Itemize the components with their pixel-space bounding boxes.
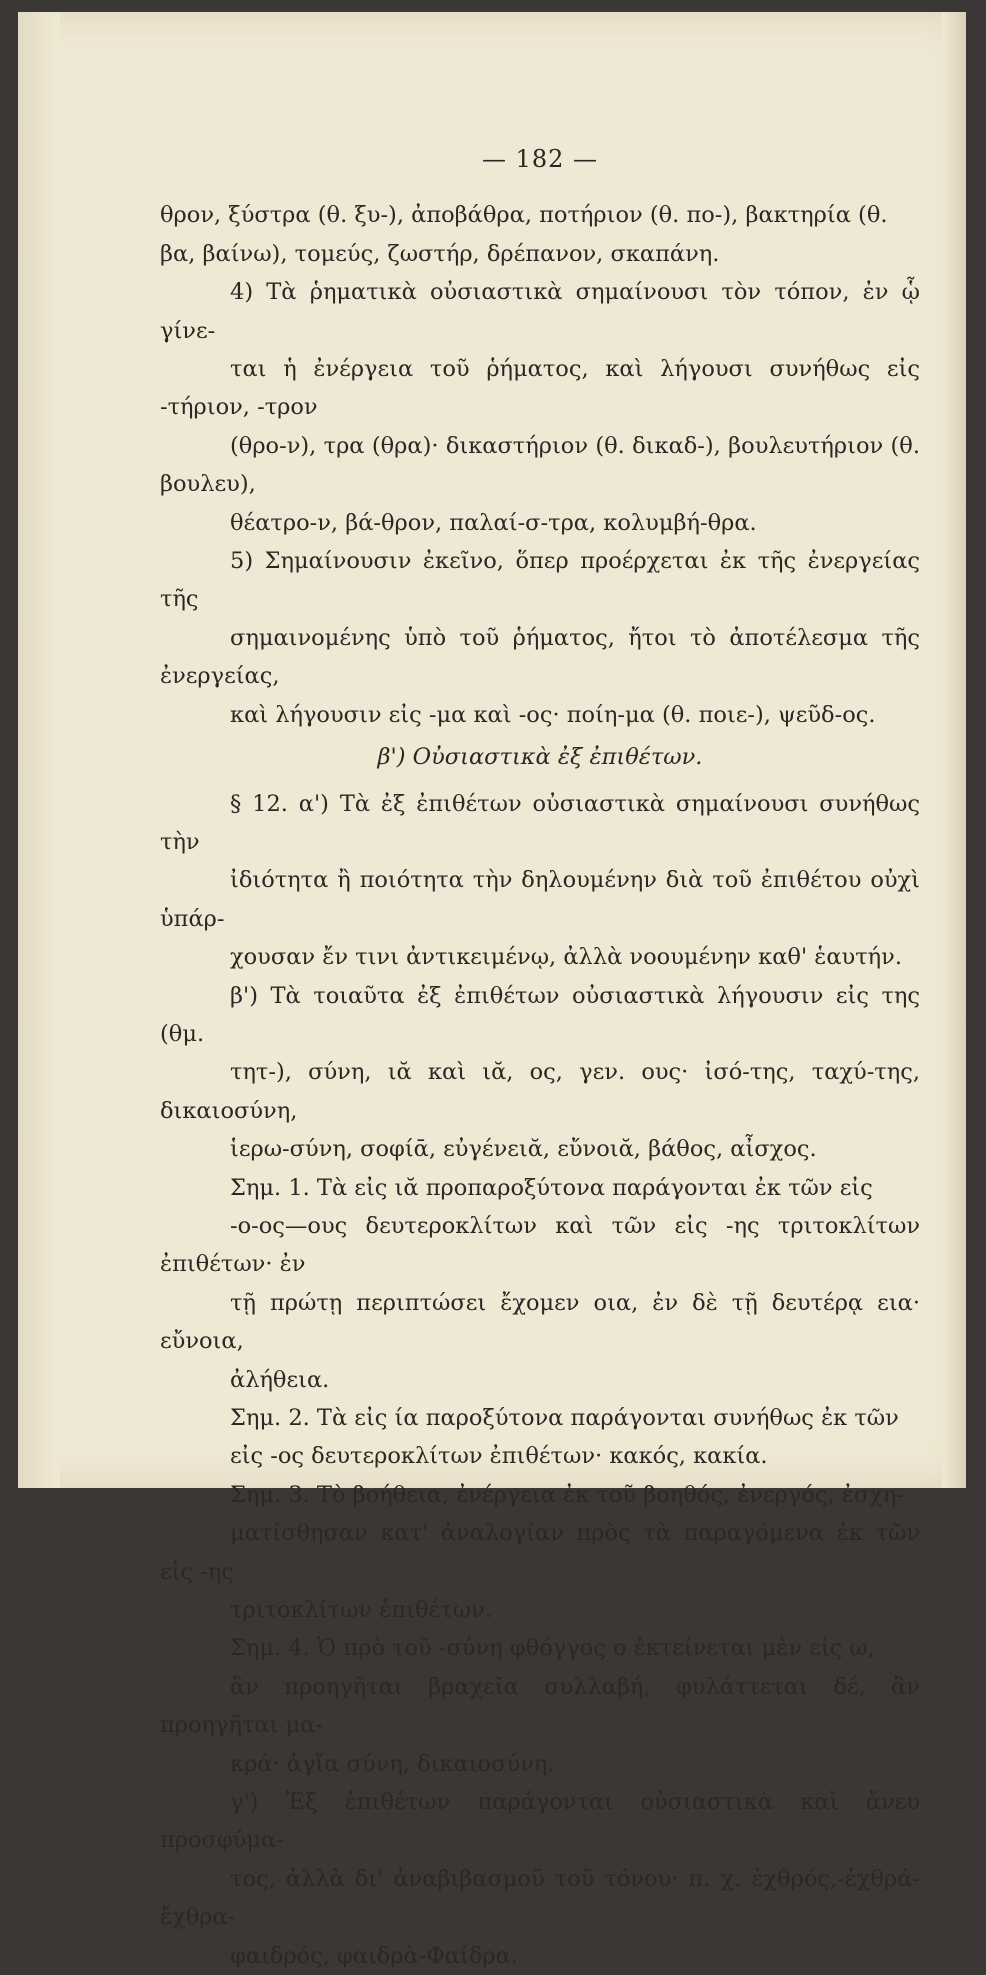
note-2 — [160, 1399, 920, 1476]
note-3 — [160, 1476, 920, 1630]
text-line: Σημ. 1. Τὰ εἰς ιᾰ προπαροξύτονα παράγονται ἐκ τῶν εἰς — [230, 1174, 873, 1201]
text-line: εἰς -ος δευτεροκλίτων ἐπιθέτων· κακός, κακία. — [230, 1443, 768, 1470]
text-line: θρον, ξύστρα (θ. ξυ-), ἀποβάθρα, ποτήριον (θ. πο-), βακτηρία (θ. — [160, 202, 888, 229]
page-spine-shadow — [18, 12, 60, 1488]
text-line: 4) Τὰ ῥηματικὰ οὐσιαστικὰ σημαίνουσι τὸν τόπον, ἐν ᾧ γίνε- — [160, 279, 920, 344]
paragraph-continuation — [160, 196, 920, 273]
note-1 — [160, 1169, 920, 1399]
section-12-paragraph — [160, 785, 920, 977]
page-content — [160, 130, 920, 1975]
text-line: ἰδιότητα ἢ ποιότητα τὴν δηλουμένην διὰ τοῦ ἐπιθέτου οὐχὶ ὑπάρ- — [160, 867, 920, 932]
text-line: τος, ἀλλὰ δι' ἀναβιβασμοῦ τοῦ τόνου· π. χ. ἐχθρός,-ἐχθρά-ἔχθρα- — [160, 1865, 920, 1931]
book-page — [18, 12, 966, 1969]
page-edge-shadow — [942, 12, 966, 1488]
text-line: β') Τὰ τοιαῦτα ἐξ ἐπιθέτων οὐσιαστικὰ λήγουσιν εἰς της (θμ. — [160, 982, 920, 1047]
text-line: βα, βαίνω), τομεύς, ζωστήρ, δρέπανον, σκαπάνη. — [160, 240, 720, 267]
text-line: ἀλήθεια. — [230, 1366, 330, 1393]
paragraph-5 — [160, 542, 920, 734]
paragraph-c — [160, 1783, 920, 1975]
text-line: Σημ. 2. Τὰ εἰς ία παροξύτονα παράγονται συνήθως ἐκ τῶν — [230, 1405, 899, 1431]
text-line: φαιδρός, φαιδρὰ-Φαίδρα. — [230, 1942, 518, 1969]
text-line: Σημ. 3. Τὸ βοήθεια, ἐνέργεια ἐκ τοῦ βοηθός, ἐνεργός, ἐσχη- — [230, 1481, 904, 1508]
paragraph-4 — [160, 273, 920, 542]
text-line: τριτοκλίτων ἐπιθέτων. — [230, 1597, 492, 1624]
text-line: τητ-), σύνη, ιᾰ καὶ ιᾰ, ος, γεν. ους· ἰσό-της, ταχύ-της, δικαιοσύνη, — [160, 1059, 920, 1124]
page-number: — 182 — — [481, 145, 599, 173]
text-line: Σημ. 4. Ὁ πρὸ τοῦ -σύνη φθόγγος ο ἐκτείνεται μὲν εἰς ω, — [230, 1635, 875, 1662]
paragraph-b — [160, 977, 920, 1169]
text-line: σημαινομένης ὑπὸ τοῦ ῥήματος, ἤτοι τὸ ἀποτέλεσμα τῆς ἐνεργείας, — [160, 624, 920, 690]
text-line: (θρο-ν), τρα (θρα)· δικαστήριον (θ. δικαδ-), βουλευτήριον (θ. βουλευ), — [160, 432, 920, 498]
text-line: ματίσθησαν κατ' ἀναλογίαν πρὸς τὰ παραγόμενα ἐκ τῶν εἰς -ης — [160, 1520, 920, 1585]
text-line: ἂν προηγῆται βραχεῖα συλλαβή, φυλάττεται δέ, ἂν προηγῆται μα- — [160, 1673, 920, 1739]
text-line: χουσαν ἔν τινι ἀντικειμένῳ, ἀλλὰ νοουμένην καθ' ἑαυτήν. — [230, 944, 902, 971]
text-line: ἱερω-σύνη, σοφίᾱ, εὐγένειᾰ, εὔνοιᾰ, βάθος, αἶσχος. — [230, 1136, 817, 1163]
text-line: -ο-ος—ους δευτεροκλίτων καὶ τῶν εἰς -ης τριτοκλίτων ἐπιθέτων· ἐν — [160, 1212, 920, 1278]
text-line: 5) Σημαίνουσιν ἐκεῖνο, ὅπερ προέρχεται ἐκ τῆς ἐνεργείας τῆς — [160, 548, 920, 613]
text-line: θέατρο-ν, βά-θρον, παλαί-σ-τρα, κολυμβή-θρα. — [230, 509, 757, 536]
text-line: τῇ πρώτῃ περιπτώσει ἔχομεν οια, ἐν δὲ τῇ δευτέρᾳ εια· εὔνοια, — [160, 1289, 920, 1355]
note-4 — [160, 1629, 920, 1783]
section-heading: β') Οὐσιαστικὰ ἐξ ἐπιθέτων. — [377, 744, 703, 771]
text-line: γ') Ἐξ ἐπιθέτων παράγονται οὐσιαστικὰ καὶ ἄνευ προσφύμα- — [160, 1789, 920, 1854]
text-line: καὶ λήγουσιν εἰς -μα καὶ -ος· ποίη-μα (θ. ποιε-), ψεῦδ-ος. — [230, 701, 876, 728]
text-line: κρά· ἀγἴα σύνη, δικαιοσύνη. — [230, 1750, 555, 1777]
text-line: ται ἡ ἐνέργεια τοῦ ῥήματος, καὶ λήγουσι συνήθως εἰς -τήριον, -τρον — [160, 356, 920, 421]
text-line: § 12. α') Τὰ ἐξ ἐπιθέτων οὐσιαστικὰ σημαίνουσι συνήθως τὴν — [160, 790, 920, 855]
